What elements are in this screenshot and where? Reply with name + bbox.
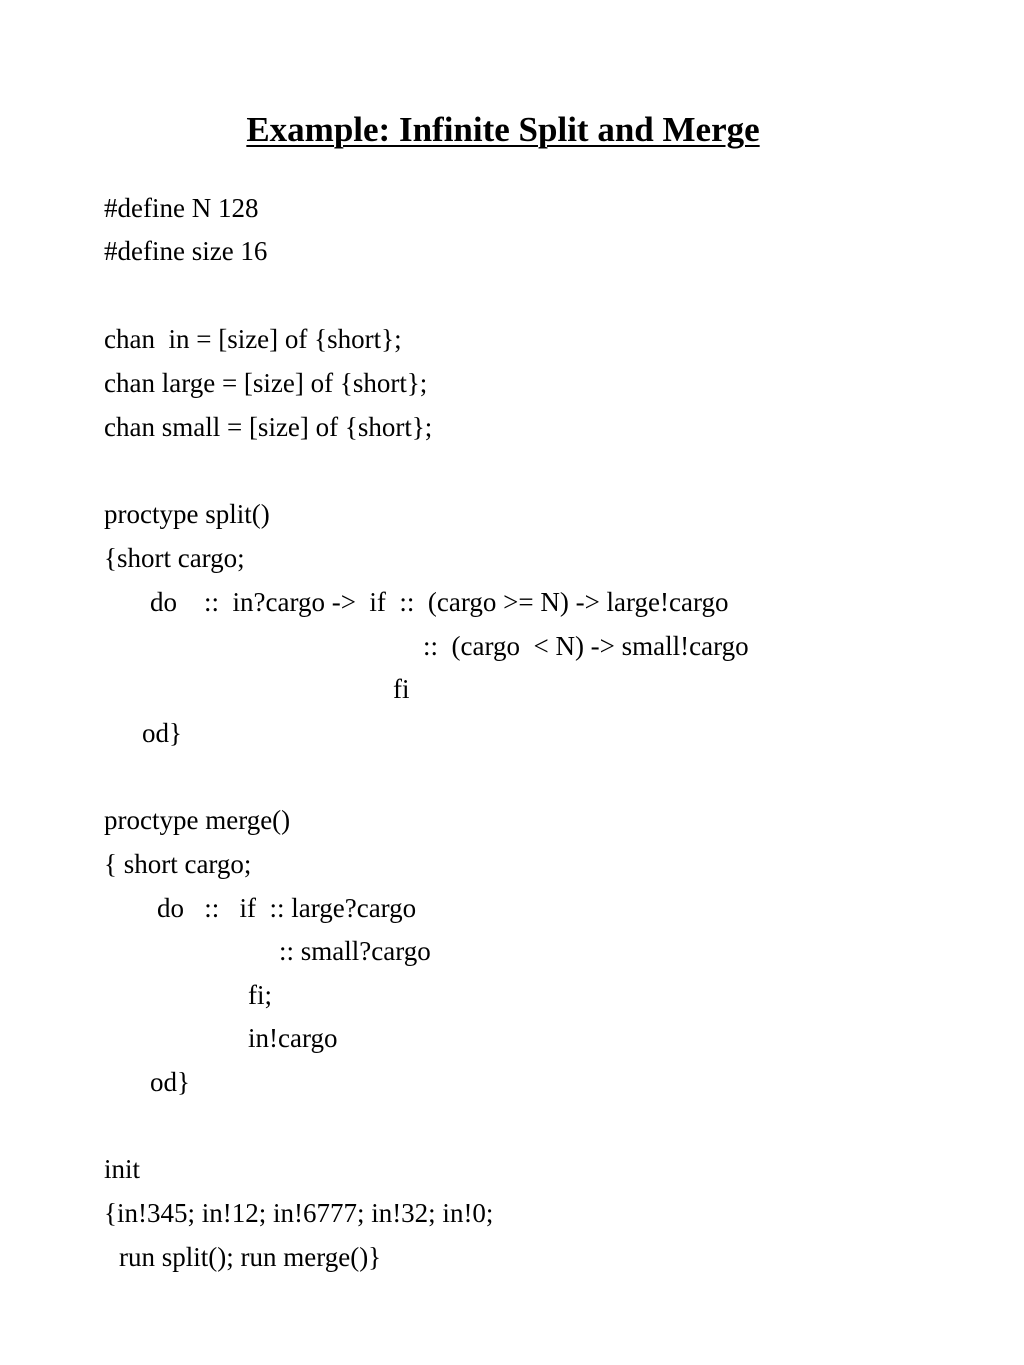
split-do-line: do :: in?cargo -> if :: (cargo >= N) -> large!cargo: [150, 587, 729, 617]
merge-send-line: in!cargo: [248, 1023, 338, 1053]
merge-decl-line: { short cargo;: [104, 849, 252, 879]
chan-large-line: chan large = [size] of {short};: [104, 368, 428, 398]
merge-do-line: do :: if :: large?cargo: [157, 893, 417, 923]
split-fi-line: fi: [393, 674, 410, 704]
define-n-line: #define N 128: [104, 193, 259, 223]
init-run-line: run split(); run merge()}: [119, 1242, 382, 1272]
merge-od-line: od}: [150, 1067, 190, 1097]
page-title: Example: Infinite Split and Merge: [246, 110, 760, 149]
define-size-line: #define size 16: [104, 236, 268, 266]
split-branch2-line: :: (cargo < N) -> small!cargo: [423, 631, 749, 661]
split-od-line: od}: [142, 718, 182, 748]
chan-in-line: chan in = [size] of {short};: [104, 324, 402, 354]
split-header-line: proctype split(): [104, 499, 270, 529]
merge-branch2-line: :: small?cargo: [279, 936, 431, 966]
merge-header-line: proctype merge(): [104, 805, 291, 835]
merge-fi-line: fi;: [248, 980, 272, 1010]
chan-small-line: chan small = [size] of {short};: [104, 412, 433, 442]
split-decl-line: {short cargo;: [104, 543, 245, 573]
init-sends-line: {in!345; in!12; in!6777; in!32; in!0;: [104, 1198, 494, 1228]
init-header-line: init: [104, 1154, 141, 1184]
